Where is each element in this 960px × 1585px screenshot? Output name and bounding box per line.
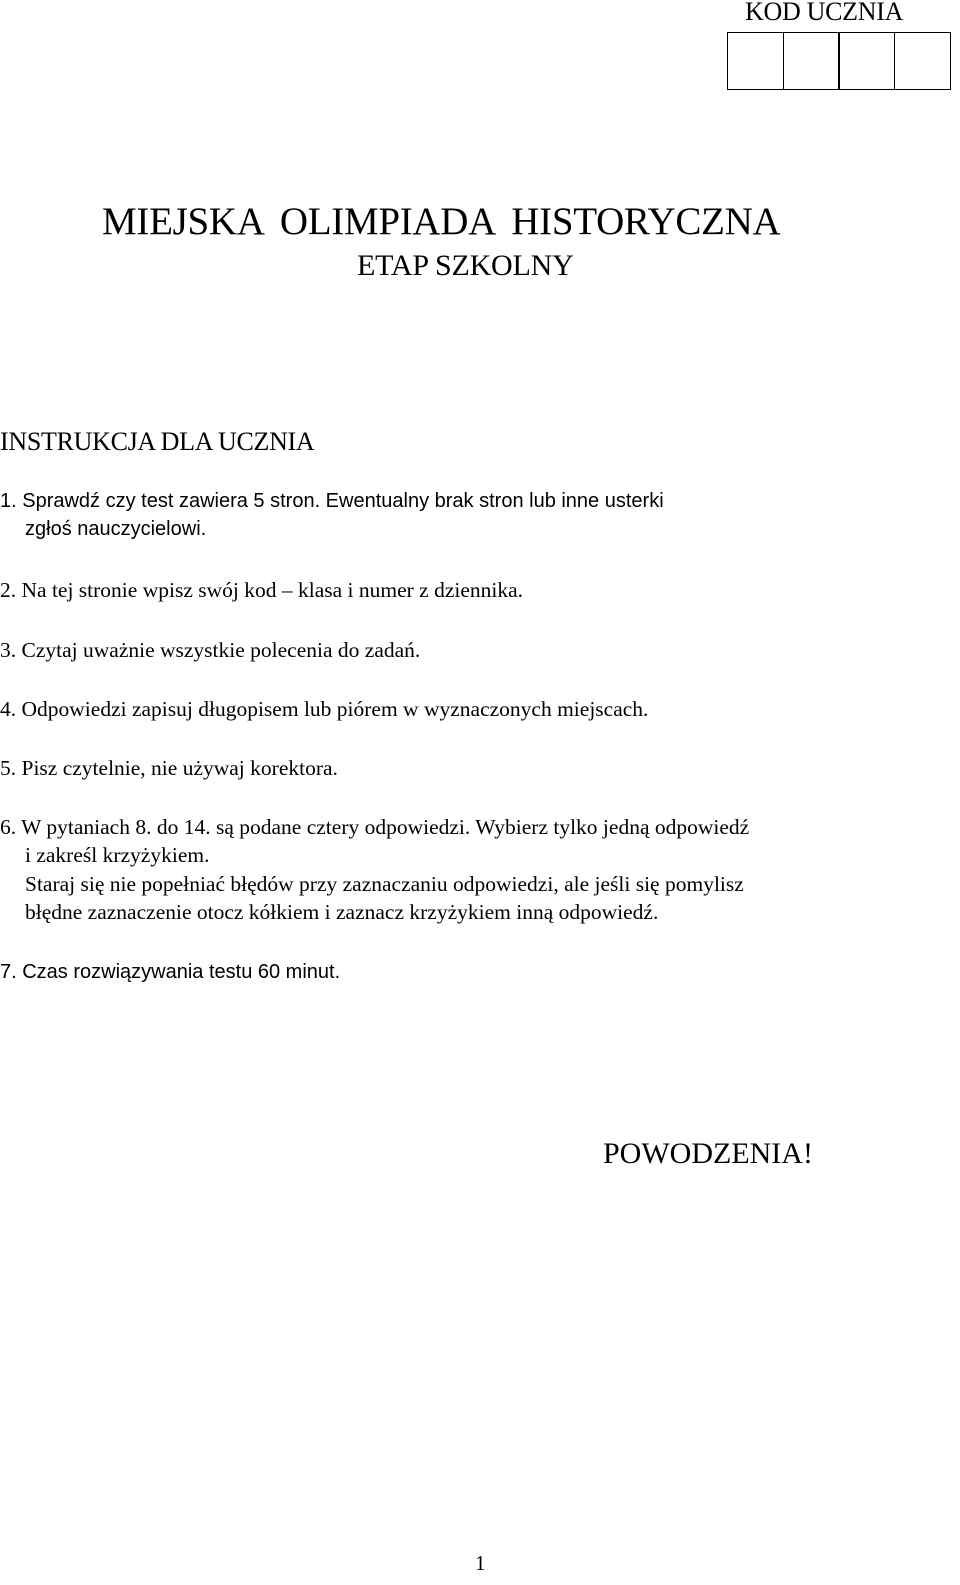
instruction-1-line-1: 1. Sprawdź czy test zawiera 5 stron. Ewentualny brak stron lub inne usterki: [0, 490, 664, 512]
code-digit-box-1[interactable]: [727, 32, 784, 90]
code-digit-box-3[interactable]: [838, 32, 895, 90]
instruction-5: 5. Pisz czytelnie, nie używaj korektora.: [0, 756, 338, 780]
closing-message: POWODZENIA!: [603, 1137, 813, 1170]
instruction-6-line-4: błędne zaznaczenie otocz kółkiem i zaznacz krzyżykiem inną odpowiedź.: [25, 900, 659, 924]
instruction-2: 2. Na tej stronie wpisz swój kod – klasa i numer z dziennika.: [0, 578, 524, 602]
document-subtitle: ETAP SZKOLNY: [357, 249, 574, 282]
code-digit-box-4[interactable]: [894, 32, 951, 90]
instructions-heading: INSTRUKCJA DLA UCZNIA: [0, 427, 315, 456]
student-code-label: KOD UCZNIA: [745, 0, 904, 26]
instruction-4: 4. Odpowiedzi zapisuj długopisem lub piórem w wyznaczonych miejscach.: [0, 697, 649, 721]
document-title: MIEJSKA OLIMPIADA HISTORYCZNA: [102, 200, 781, 243]
instruction-6-line-2: i zakreśl krzyżykiem.: [25, 843, 210, 867]
instruction-1-line-2: zgłoś nauczycielowi.: [25, 518, 207, 540]
code-digit-box-2[interactable]: [783, 32, 840, 90]
instruction-7: 7. Czas rozwiązywania testu 60 minut.: [0, 961, 341, 983]
page-number: 1: [475, 1551, 486, 1575]
instruction-6-line-1: 6. W pytaniach 8. do 14. są podane cztery odpowiedzi. Wybierz tylko jedną odpowiedź: [0, 815, 750, 839]
student-code-boxes: [727, 32, 949, 90]
instruction-3: 3. Czytaj uważnie wszystkie polecenia do zadań.: [0, 638, 421, 662]
instruction-6-line-3: Staraj się nie popełniać błędów przy zaznaczaniu odpowiedzi, ale jeśli się pomylisz: [25, 872, 744, 896]
